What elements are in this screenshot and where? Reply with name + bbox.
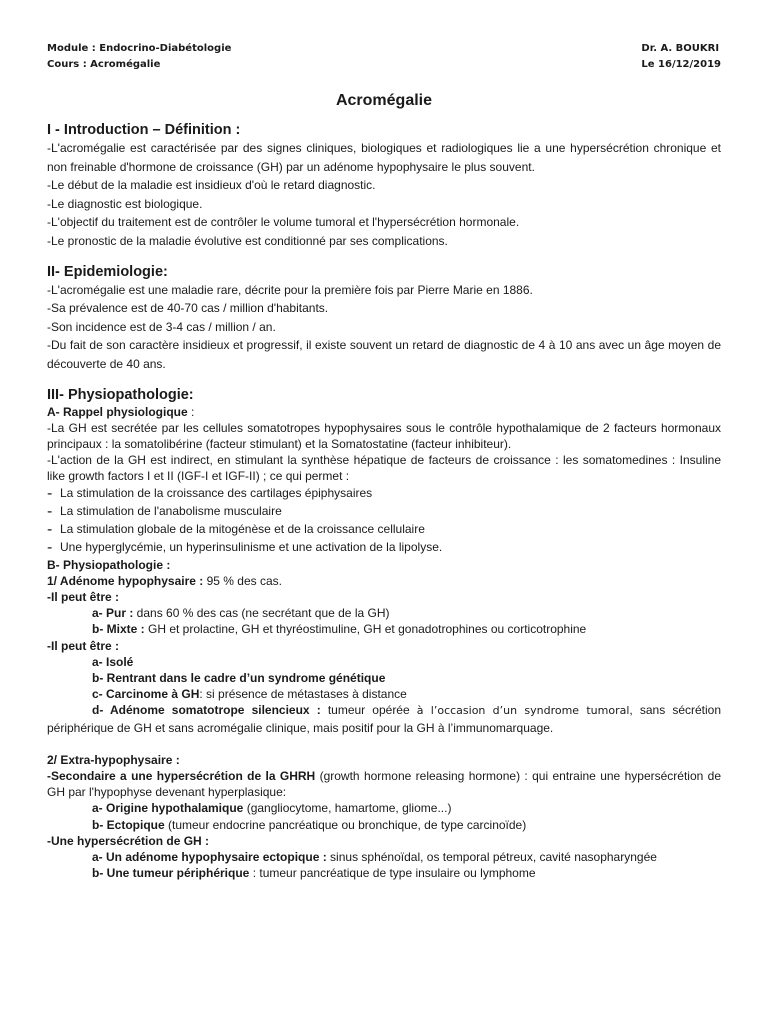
list-item-text: La stimulation de l'anabolisme musculaire: [60, 503, 282, 518]
silencieux-text-1: tumeur opérée: [320, 703, 417, 718]
bullet-dash: -: [47, 502, 53, 520]
list-item: [47, 521, 721, 539]
paragraph: -Du fait de son caractère insidieux et progressif, il existe souvent un retard de diagnostic de 4 à 10 ans avec un âge moyen de découverte de 40 ans.: [47, 338, 721, 371]
paragraph: -Le pronostic de la maladie évolutive est conditionné par ses complications.: [47, 233, 448, 248]
document-page: [47, 41, 721, 881]
mixte-text: GH et prolactine, GH et thyréostimuline, GH et gonadotrophines ou corticotrophine: [144, 622, 587, 637]
bullet-dash: -: [47, 520, 53, 538]
section-2-heading: II- Epidemiologie:: [47, 263, 168, 280]
ectopique-label: b- Ectopique: [92, 817, 165, 832]
adenome-ectopique-line: [47, 849, 721, 865]
silencieux-text-2: à l’occasion d’un syndrome tumoral: [416, 704, 630, 718]
pur-line: [47, 605, 721, 621]
ectopique-text: (tumeur endocrine pancréatique ou bronchique, de type carcinoïde): [164, 817, 527, 832]
ghrh-line: [47, 768, 721, 800]
module-label: Module : Endocrino-Diabétologie: [47, 43, 232, 54]
author-label: Dr. A. BOUKRI: [641, 43, 720, 54]
tumeur-text: : tumeur pancréatique de type insulaire ou lymphome: [249, 866, 536, 881]
origine-label: a- Origine hypothalamique: [92, 801, 244, 816]
cours-label: Cours : Acromégalie: [47, 59, 161, 70]
paragraph: -La GH est secrétée par les cellules somatotropes hypophysaires sous le contrôle hypothalamique de 2 facteurs hormonaux principaux : la somatolibérine (facteur stimulant) et la Somatostatine (facteur inhibiteur).: [47, 420, 721, 451]
paragraph: -Son incidence est de 3-4 cas / million / an.: [47, 319, 276, 334]
pur-label: a- Pur :: [92, 606, 134, 621]
section-1-body: [47, 139, 721, 251]
bullet-dash: -: [47, 538, 53, 556]
list-item-text: La stimulation globale de la mitogénèse et de la croissance cellulaire: [60, 521, 425, 536]
subsection-a-colon: :: [187, 404, 195, 419]
subsection-a-title: [47, 404, 721, 420]
header-left: [47, 41, 231, 73]
origine-line: [47, 800, 721, 816]
list-item-text: Une hyperglycémie, un hyperinsulinisme et une activation de la lipolyse.: [60, 539, 443, 554]
paragraph: -Le début de la maladie est insidieux d'où le retard diagnostic.: [47, 178, 376, 193]
adenome-ectopique-text: sinus sphénoïdal, os temporal pétreux, cavité nasopharyngée: [326, 850, 657, 864]
silencieux-label: d- Adénome somatotrope silencieux :: [92, 703, 321, 718]
peut-etre-label: -Il peut être :: [47, 589, 120, 604]
silencieux-text-3: , sans sécrétion périphérique de GH et sans acromégalie clinique, mais positif pour la GH à l’immunomarquage.: [47, 703, 722, 735]
section-3-body: [47, 404, 721, 882]
tumeur-label: b- Une tumeur périphérique: [92, 866, 250, 881]
page-header: [47, 41, 721, 73]
adenome-ectopique-label: a- Un adénome hypophysaire ectopique :: [92, 850, 327, 864]
header-right: [641, 41, 721, 73]
list-item: [47, 539, 721, 557]
list-item: [47, 503, 721, 521]
spacer: [47, 736, 721, 752]
bullet-dash: -: [47, 484, 53, 502]
date-label: Le 16/12/2019: [641, 59, 721, 70]
silencieux-line: [47, 702, 721, 735]
ghrh-label: -Secondaire a une hypersécrétion de la GHRH: [47, 768, 316, 783]
document-title: Acromégalie: [335, 92, 433, 109]
paragraph: -L'acromégalie est une maladie rare, décrite pour la première fois par Pierre Marie en 1886.: [47, 282, 533, 297]
ectopique-line: [47, 817, 721, 833]
extra-hypophysaire-title: 2/ Extra-hypophysaire :: [47, 752, 180, 767]
paragraph: -Le diagnostic est biologique.: [47, 196, 203, 211]
adenome-line: [47, 573, 721, 589]
section-3-heading: III- Physiopathologie:: [47, 386, 194, 403]
section-1-heading: I - Introduction – Définition :: [47, 122, 241, 138]
paragraph: -Sa prévalence est de 40-70 cas / million d'habitants.: [47, 301, 329, 316]
paragraph: -L'acromégalie est caractérisée par des signes cliniques, biologiques et radiologiques lie a une hypersécrétion chronique et non freinable d'hormone de croissance (GH) par un adénome hypophysaire le plus souvent.: [47, 141, 721, 174]
carcinome-line: [47, 686, 721, 702]
list-item: [47, 485, 721, 503]
ghrh-text: (growth hormone releasing hormone) : qui entraine une hypersécrétion de GH par l'hypophyse devenant hyperplasique:: [47, 768, 722, 800]
section-2-body: [47, 281, 721, 374]
tumeur-line: [47, 865, 721, 881]
rentrant-line: b- Rentrant dans le cadre d’un syndrome génétique: [92, 670, 386, 685]
subsection-b-title: B- Physiopathologie :: [47, 557, 171, 572]
adenome-label: 1/ Adénome hypophysaire :: [47, 573, 204, 588]
mixte-label: b- Mixte :: [92, 622, 145, 637]
subsection-a-label: A- Rappel physiologique: [47, 404, 188, 419]
mixte-line: [47, 621, 721, 637]
carcinome-label: c- Carcinome à GH: [92, 687, 200, 702]
hypersecretion-title: -Une hypersécrétion de GH :: [47, 833, 210, 848]
paragraph: -L'action de la GH est indirect, en stimulant la synthèse hépatique de facteurs de croissance : les somatomedines : Insuline like growth factors I et II (IGF-I et IGF-II) ; ce qui permet :: [47, 453, 721, 484]
peut-etre-label: -Il peut être :: [47, 638, 120, 653]
carcinome-text: : si présence de métastases à distance: [199, 687, 407, 702]
pur-text: dans 60 % des cas (ne secrétant que de la GH): [133, 606, 390, 621]
isole-line: a- Isolé: [92, 654, 134, 669]
origine-text: (gangliocytome, hamartome, gliome...): [243, 801, 452, 816]
paragraph: -L'objectif du traitement est de contrôler le volume tumoral et l'hypersécrétion hormonale.: [47, 215, 520, 230]
adenome-text: 95 % des cas.: [203, 573, 282, 588]
list-item-text: La stimulation de la croissance des cartilages épiphysaires: [60, 485, 373, 500]
